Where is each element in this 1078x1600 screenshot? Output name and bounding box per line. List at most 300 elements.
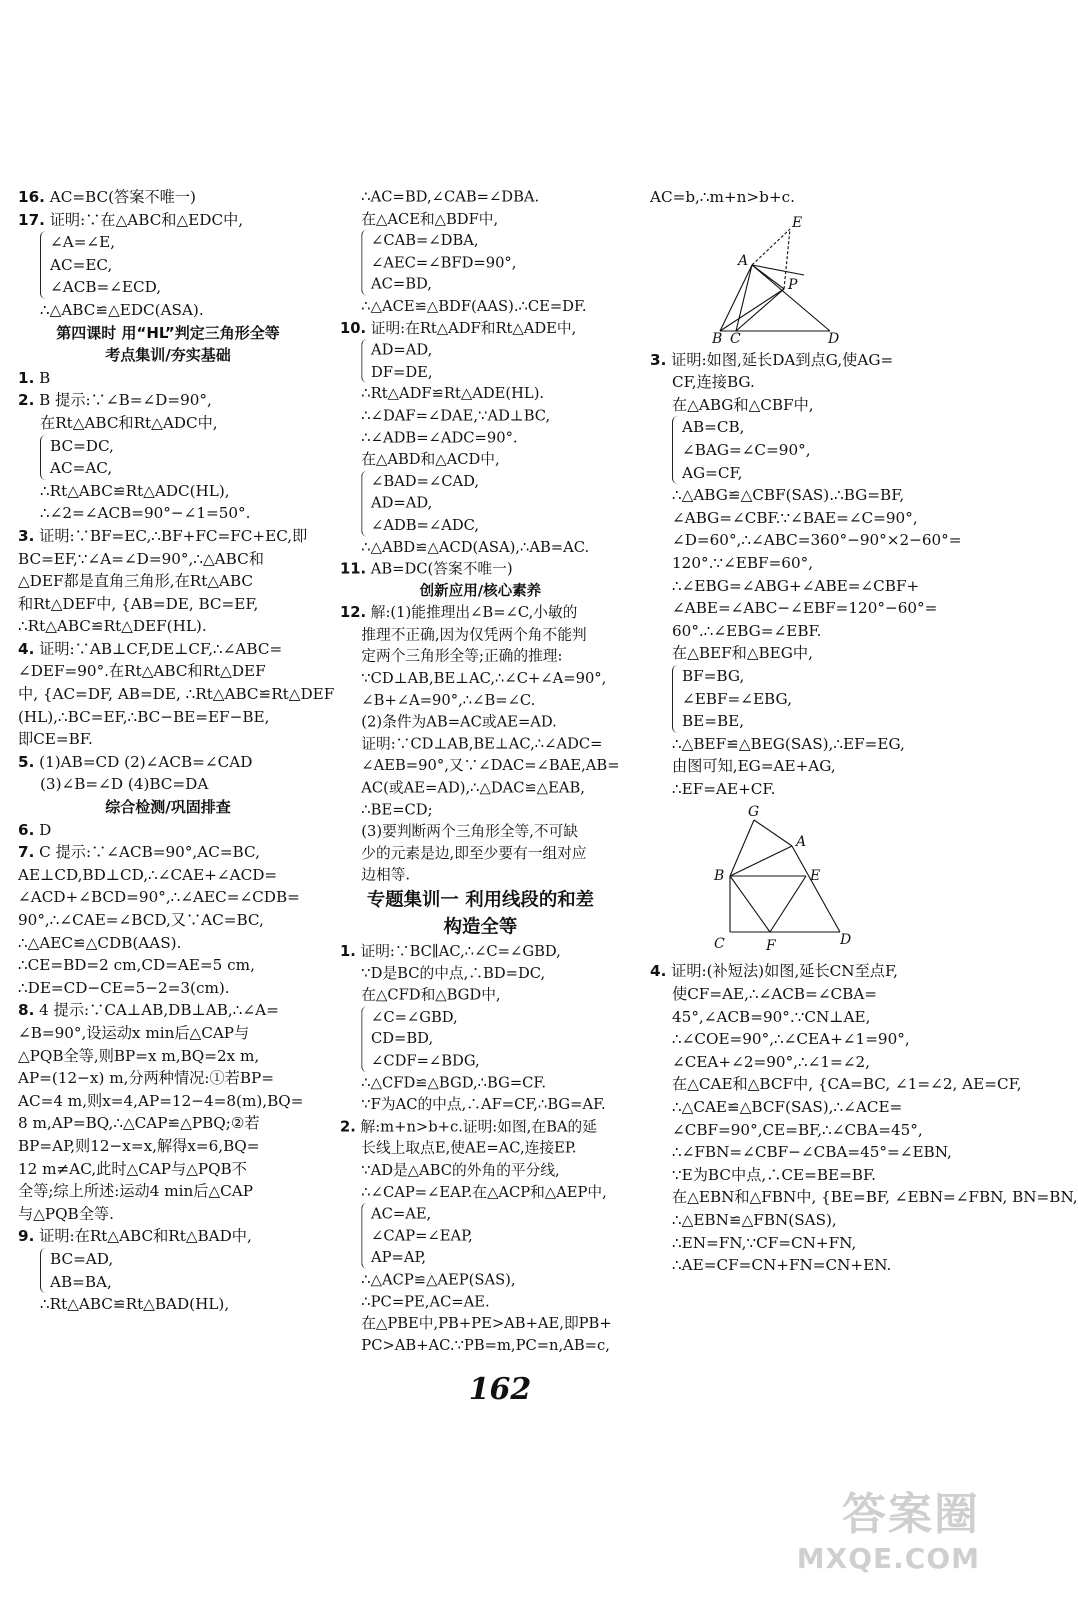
text-line	[340, 962, 621, 984]
condition-line: AC=AE,	[370, 1204, 432, 1223]
brace-symbol	[361, 1203, 368, 1269]
text-line	[340, 940, 621, 962]
line-text: D	[39, 820, 52, 839]
text-line	[18, 638, 318, 661]
line-text: ∴△EBN≌△FBN(SAS),	[672, 1211, 837, 1229]
line-text: 在△EBN和△FBN中, {BE=BF, ∠EBN=∠FBN, BN=BN,	[672, 1188, 1078, 1207]
text-line	[650, 1119, 950, 1142]
condition-line: AC=EC,	[50, 255, 113, 274]
text-line	[18, 886, 318, 909]
text-line	[650, 620, 950, 643]
point-label: E	[792, 214, 803, 231]
line-text: B	[39, 368, 51, 387]
point-label: A	[796, 834, 807, 851]
watermark-text: 答案圈	[842, 1489, 980, 1540]
line-text: ∠B=90°,设运动x min后△CAP与	[18, 1023, 250, 1042]
text-line	[650, 733, 950, 756]
brace-symbol	[672, 416, 679, 484]
text-line	[340, 689, 621, 711]
equation-system	[18, 1248, 318, 1293]
line-text: 少的元素是边,即至少要有一组对应	[361, 844, 587, 862]
text-line	[18, 1090, 318, 1113]
text-line	[650, 1164, 950, 1187]
text-line	[650, 371, 950, 394]
condition-line: DF=DE,	[370, 362, 433, 381]
line-text: ∴△ACP≌△AEP(SAS),	[361, 1270, 516, 1289]
text-line	[18, 1180, 318, 1203]
question-number: 4.	[18, 639, 35, 658]
section-heading: 专题集训一 利用线段的和差	[366, 889, 595, 911]
line-text: 90°,∴∠CAE=∠BCD,又∵AC=BC,	[18, 911, 264, 929]
text-line	[340, 449, 621, 471]
text-line	[18, 1225, 318, 1248]
line-text: ∠DEF=90°.在Rt△ABC和Rt△DEF	[18, 662, 266, 681]
text-line	[340, 864, 621, 886]
text-line	[340, 777, 621, 799]
brace-symbol	[361, 230, 368, 296]
line-text: 证明:(补短法)如图,延长CN至点F,	[671, 962, 898, 981]
equation-system	[340, 1203, 621, 1269]
text-line	[18, 209, 318, 232]
text-line	[650, 186, 950, 209]
line-text: BP=AP,则12−x=x,解得x=6,BQ=	[18, 1136, 260, 1155]
condition-line: ∠BAG=∠C=90°,	[682, 440, 811, 459]
text-line	[650, 1006, 950, 1029]
line-text: 中, {AC=DF, AB=DE, ∴Rt△ABC≌Rt△DEF	[18, 685, 335, 704]
line-text: ∴PC=PE,AC=AE.	[361, 1292, 490, 1310]
text-line	[18, 1112, 318, 1135]
line-text: ∴∠ADB=∠ADC=90°.	[361, 428, 518, 447]
text-line	[340, 1094, 621, 1116]
text-line	[18, 728, 318, 751]
text-line	[340, 1312, 621, 1334]
point-label: F	[766, 938, 776, 955]
line-text: ∴EF=AE+CF.	[672, 779, 776, 798]
line-text: (1)AB=CD (2)∠ACB=∠CAD	[39, 752, 253, 771]
line-text: 边相等.	[361, 866, 411, 884]
text-line	[18, 502, 318, 525]
text-line	[650, 1141, 950, 1164]
line-text: ∴△AEC≌△CDB(AAS).	[18, 933, 182, 952]
text-line	[340, 799, 621, 821]
text-line	[18, 186, 318, 209]
text-line	[650, 552, 950, 575]
text-line	[340, 558, 621, 580]
line-text: ∴CE=BD=2 cm,CD=AE=5 cm,	[18, 956, 255, 975]
text-line	[650, 1186, 1078, 1209]
line-text: 使CF=AE,∴∠ACB=∠CBA=	[672, 985, 878, 1004]
question-number: 11.	[340, 559, 367, 578]
text-line	[650, 642, 950, 665]
line-text: AC=BC(答案不唯一)	[49, 188, 196, 206]
line-text: ∵AD是△ABC的外角的平分线,	[361, 1161, 560, 1179]
line-text: 在△BEF和△BEG中,	[672, 644, 813, 663]
text-line	[18, 841, 318, 864]
line-text: 证明:∵BC∥AC,∴∠C=∠GBD,	[360, 942, 561, 960]
text-line	[650, 1073, 1022, 1096]
line-text: ∵F为AC的中点,∴AF=CF,∴BG=AF.	[361, 1095, 606, 1114]
text-line	[340, 733, 621, 755]
column-2	[340, 186, 621, 1356]
text-line	[18, 932, 318, 955]
line-text: 8 m,AP=BQ,∴△CAP≌△PBQ;②若	[18, 1114, 260, 1133]
condition-line: ∠ACB=∠ECD,	[50, 278, 162, 297]
text-line	[340, 1072, 621, 1094]
line-text: ∠ABE=∠ABC−∠EBF=120°−60°=	[672, 599, 938, 618]
text-line	[18, 773, 318, 796]
line-text: 定两个三角形全等;正确的推理:	[361, 647, 563, 665]
text-line	[650, 394, 950, 417]
equation-system	[18, 435, 318, 480]
line-text: AP=(12−x) m,分两种情况:①若BP=	[18, 1069, 274, 1088]
line-text: AC=b,∴m+n>b+c.	[650, 188, 795, 206]
text-line	[340, 624, 621, 646]
line-text: 全等;综上所述:运动4 min后△CAP	[18, 1182, 253, 1201]
text-line	[340, 536, 621, 558]
line-text: ∵D是BC的中点,∴BD=DC,	[361, 964, 546, 982]
line-text: 长线上取点E,使AE=AC,连接EP.	[361, 1139, 577, 1157]
condition-line: AB=CB,	[682, 418, 745, 437]
text-line	[650, 983, 950, 1006]
line-text: 由图可知,EG=AE+AG,	[672, 757, 836, 776]
line-text: 在△CAE和△BCF中, {CA=BC, ∠1=∠2, AE=CF,	[672, 1075, 1022, 1094]
question-number: 16.	[18, 188, 45, 206]
text-line	[18, 864, 318, 887]
text-line	[18, 1135, 318, 1158]
text-line	[18, 1022, 318, 1045]
line-text: 证明:在Rt△ABC和Rt△BAD中,	[39, 1227, 252, 1246]
text-line	[18, 683, 335, 706]
line-text: ∵CD⊥AB,BE⊥AC,∴∠C+∠A=90°,	[361, 669, 607, 687]
question-number: 5.	[18, 752, 35, 771]
line-text: (HL),∴BC=EF,∴BC−BE=EF−BE,	[18, 707, 270, 726]
text-line	[18, 999, 318, 1022]
condition-line: AD=AD,	[370, 341, 433, 359]
line-text: ∴∠FBN=∠CBF−∠CBA=45°=∠EBN,	[672, 1143, 952, 1162]
line-text: ∴△ACE≌△BDF(AAS).∴CE=DF.	[361, 297, 587, 315]
line-text: 在△CFD和△BGD中,	[361, 986, 501, 1004]
condition-line: BC=AD,	[50, 1249, 114, 1268]
line-text: ∴∠CAP=∠EAP.在△ACP和△AEP中,	[361, 1183, 607, 1201]
line-text: PC>AB+AC.∵PB=m,PC=n,AB=c,	[361, 1336, 610, 1354]
point-label: E	[810, 868, 821, 885]
line-text: 60°.∴∠EBG=∠EBF.	[672, 621, 822, 640]
section-heading: 综合检测/巩固排查	[105, 798, 231, 817]
condition-line: ∠BAD=∠CAD,	[370, 472, 480, 490]
line-text: 在Rt△ABC和Rt△ADC中,	[40, 413, 218, 432]
text-line	[340, 186, 621, 208]
text-line	[650, 1028, 950, 1051]
line-text: C 提示:∵∠ACB=90°,AC=BC,	[39, 843, 260, 862]
question-number: 3.	[650, 350, 667, 369]
question-number: 8.	[18, 1001, 35, 1020]
text-line	[340, 208, 621, 230]
text-line	[650, 960, 950, 983]
condition-line: CD=BD,	[370, 1029, 434, 1048]
line-text: ∴DE=CD−CE=5−2=3(cm).	[18, 978, 230, 997]
line-text: 解:m+n>b+c.证明:如图,在BA的延	[360, 1117, 597, 1135]
text-line	[650, 1209, 950, 1232]
question-number: 3.	[18, 526, 35, 545]
brace-symbol	[40, 231, 47, 299]
point-label: B	[712, 330, 723, 347]
text-line	[18, 1203, 318, 1226]
line-text: 在△ACE和△BDF中,	[361, 209, 499, 228]
section-heading: 第四课时 用“HL”判定三角形全等	[56, 323, 280, 342]
text-line	[340, 1181, 621, 1203]
text-line	[18, 819, 318, 842]
condition-line: AB=BA,	[50, 1272, 112, 1291]
text-line	[340, 427, 621, 449]
question-number: 17.	[18, 210, 45, 229]
text-line	[340, 755, 621, 777]
text-line	[340, 646, 621, 668]
line-text: ∠AEB=90°,又∵∠DAC=∠BAE,AB=	[361, 756, 620, 775]
line-text: ∴AC=BD,∠CAB=∠DBA.	[361, 187, 540, 206]
text-line	[340, 602, 621, 624]
condition-line: BF=BG,	[682, 666, 745, 685]
condition-line: ∠EBF=∠EBG,	[682, 689, 792, 708]
point-label: D	[840, 932, 852, 949]
line-text: ∵E为BC中点,∴CE=BE=BF.	[672, 1165, 876, 1184]
figure-quadrilateral-gabecfd	[710, 806, 870, 956]
line-text: ∴Rt△ABC≌Rt△ADC(HL),	[40, 481, 230, 500]
text-line	[340, 317, 621, 339]
text-line	[18, 954, 318, 977]
line-text: (2)条件为AB=AC或AE=AD.	[361, 713, 557, 731]
line-text: 与△PQB全等.	[18, 1204, 114, 1223]
text-line	[18, 660, 318, 683]
text-line	[18, 389, 318, 412]
question-number: 1.	[18, 368, 35, 387]
line-text: ∠D=60°,∴∠ABC=360°−90°×2−60°=	[672, 531, 962, 550]
condition-line: ∠AEC=∠BFD=90°,	[370, 253, 517, 272]
line-text: B 提示:∵∠B=∠D=90°,	[39, 391, 212, 410]
equation-system	[340, 230, 621, 296]
text-line	[18, 480, 318, 503]
condition-line: AC=BD,	[370, 275, 432, 293]
text-line	[18, 367, 318, 390]
text-line	[18, 751, 318, 774]
text-line	[18, 706, 318, 729]
line-text: 证明:在Rt△ADF和Rt△ADE中,	[370, 319, 577, 337]
equation-system	[340, 1006, 621, 1072]
line-text: 证明:如图,延长DA到点G,使AG=	[671, 350, 894, 369]
line-text: 在△PBE中,PB+PE>AB+AE,即PB+	[361, 1314, 612, 1332]
text-line	[650, 755, 950, 778]
line-text: 解:(1)能推理出∠B=∠C,小敏的	[370, 603, 578, 622]
question-number: 7.	[18, 843, 35, 862]
line-text: AC=4 m,则x=4,AP=12−4=8(m),BQ=	[18, 1091, 304, 1110]
question-number: 4.	[650, 962, 667, 981]
text-line	[340, 1159, 621, 1181]
question-number: 6.	[18, 820, 35, 839]
text-line	[18, 1067, 318, 1090]
line-text: AC(或AE=AD),∴△DAC≌△EAB,	[361, 778, 585, 797]
condition-line: BC=DC,	[50, 436, 114, 455]
text-line	[18, 1293, 318, 1316]
point-label: A	[738, 252, 749, 269]
text-line	[340, 1334, 621, 1356]
condition-line: ∠CAP=∠EAP,	[370, 1226, 473, 1245]
watermark-logo	[797, 1478, 980, 1575]
text-line	[650, 575, 950, 598]
text-line	[340, 842, 621, 864]
line-text: AE⊥CD,BD⊥CD,∴∠CAE+∠ACD=	[18, 865, 278, 884]
text-line	[340, 821, 621, 843]
line-text: ∴EN=FN,∵CF=CN+FN,	[672, 1233, 857, 1252]
point-label: G	[748, 804, 760, 821]
text-line	[18, 1045, 318, 1068]
text-line	[340, 984, 621, 1006]
question-number: 2.	[340, 1117, 356, 1135]
line-text: CF,连接BG.	[672, 373, 755, 392]
text-line	[18, 615, 318, 638]
line-text: ∴Rt△ABC≌Rt△DEF(HL).	[18, 617, 207, 636]
question-number: 2.	[18, 391, 35, 410]
brace-symbol	[40, 1248, 47, 1293]
line-text: ∠B+∠A=90°,∴∠B=∠C.	[361, 691, 536, 709]
line-text: 推理不正确,因为仅凭两个角不能判	[361, 625, 587, 644]
line-text: ∴△CFD≌△BGD,∴BG=CF.	[361, 1073, 547, 1092]
line-text: ∠CEA+∠2=90°,∴∠1=∠2,	[672, 1052, 870, 1071]
text-line	[340, 383, 621, 405]
text-line	[18, 1158, 318, 1181]
text-line	[340, 295, 621, 317]
text-line	[18, 570, 318, 593]
point-label: D	[828, 330, 840, 347]
point-label: C	[714, 936, 725, 953]
condition-line: ∠CDF=∠BDG,	[370, 1051, 480, 1070]
equation-system	[650, 665, 950, 733]
text-line	[650, 349, 950, 372]
line-text: 证明:∵AB⊥CF,DE⊥CF,∴∠ABC=	[39, 639, 283, 658]
line-text: 即CE=BF.	[18, 730, 93, 749]
condition-line: ∠A=∠E,	[50, 233, 116, 252]
text-line	[18, 525, 318, 548]
condition-line: BE=BE,	[682, 712, 745, 731]
line-text: △PQB全等,则BP=x m,BQ=2x m,	[18, 1046, 260, 1065]
text-line	[340, 711, 621, 733]
figure-triangle-pebcd	[710, 215, 860, 345]
line-text: ∴AE=CF=CN+FN=CN+EN.	[672, 1256, 892, 1275]
brace-symbol	[361, 470, 368, 536]
line-text: ∴△ABC≌△EDC(ASA).	[40, 300, 204, 319]
line-text: 在△ABG和△CBF中,	[672, 395, 814, 414]
brace-symbol	[361, 1006, 368, 1072]
question-number: 1.	[340, 942, 356, 960]
line-text: ∠CBF=90°,CE=BF,∴∠CBA=45°,	[672, 1120, 923, 1139]
condition-line: AP=AP,	[370, 1248, 427, 1267]
line-text: AB=DC(答案不唯一)	[370, 559, 513, 578]
line-text: 证明:∵CD⊥AB,BE⊥AC,∴∠ADC=	[361, 734, 603, 753]
text-line	[650, 778, 950, 801]
condition-line: AD=AD,	[370, 494, 433, 512]
line-text: (3)要判断两个三角形全等,不可缺	[361, 822, 579, 840]
equation-system	[340, 470, 621, 536]
line-text: 证明:∵BF=EC,∴BF+FC=FC+EC,即	[39, 526, 308, 545]
line-text: ∴Rt△ADF≌Rt△ADE(HL).	[361, 384, 545, 403]
text-line	[18, 299, 318, 322]
text-line	[650, 507, 950, 530]
line-text: ∠ABG=∠CBF.∵∠BAE=∠C=90°,	[672, 508, 918, 527]
condition-line: AC=AC,	[50, 459, 113, 478]
text-line	[340, 1116, 621, 1138]
point-label: C	[730, 330, 741, 347]
text-line	[18, 548, 318, 571]
condition-line: ∠ADB=∠ADC,	[370, 516, 480, 534]
equation-system	[18, 231, 318, 299]
line-text: ∴∠COE=90°,∴∠CEA+∠1=90°,	[672, 1030, 910, 1049]
line-text: 和Rt△DEF中, {AB=DE, BC=EF,	[18, 594, 259, 613]
question-number: 10.	[340, 319, 367, 337]
line-text: ∴∠2=∠ACB=90°−∠1=50°.	[40, 504, 251, 523]
watermark-url: MXQE.COM	[796, 1542, 980, 1575]
point-label: P	[788, 276, 798, 293]
condition-line: AG=CF,	[682, 463, 743, 482]
line-text: (3)∠B=∠D (4)BC=DA	[40, 775, 209, 794]
text-line	[340, 667, 621, 689]
text-line	[650, 597, 950, 620]
line-text: 4 提示:∵CA⊥AB,DB⊥AB,∴∠A=	[39, 1001, 279, 1020]
line-text: ∴∠DAF=∠DAE,∵AD⊥BC,	[361, 406, 551, 425]
text-line	[18, 977, 318, 1000]
line-text: ∴BE=CD;	[361, 800, 433, 819]
text-line	[650, 1096, 950, 1119]
column-3	[650, 186, 1078, 1277]
text-line	[650, 1051, 950, 1074]
text-line	[18, 412, 318, 435]
equation-system	[650, 416, 950, 484]
line-text: ∴△ABG≌△CBF(SAS).∴BG=BF,	[672, 486, 905, 505]
line-text: 12 m≠AC,此时△CAP与△PQB不	[18, 1159, 247, 1178]
text-line	[340, 1137, 621, 1159]
section-heading: 考点集训/夯实基础	[105, 346, 231, 365]
equation-system	[340, 339, 621, 383]
line-text: ∠ACD+∠BCD=90°,∴∠AEC=∠CDB=	[18, 888, 300, 907]
line-text: 45°,∠ACB=90°.∵CN⊥AE,	[672, 1007, 871, 1026]
brace-symbol	[40, 435, 47, 480]
brace-symbol	[672, 665, 679, 733]
text-line	[650, 1232, 950, 1255]
text-line	[340, 405, 621, 427]
point-label: B	[714, 868, 725, 885]
question-number: 12.	[340, 603, 367, 622]
condition-line: ∠CAB=∠DBA,	[370, 231, 479, 250]
section-heading: 创新应用/核心素养	[419, 581, 542, 600]
line-text: ∴△ABD≌△ACD(ASA),∴AB=AC.	[361, 538, 590, 556]
text-line	[650, 484, 950, 507]
question-number: 9.	[18, 1227, 35, 1246]
line-text: △DEF都是直角三角形,在Rt△ABC	[18, 572, 254, 591]
text-line	[340, 1269, 621, 1291]
line-text: ∴△CAE≌△BCF(SAS),∴∠ACE=	[672, 1098, 903, 1117]
line-text: 120°.∵∠EBF=60°,	[672, 553, 814, 572]
line-text: 证明:∵在△ABC和△EDC中,	[49, 210, 244, 229]
page-number: 162	[468, 1372, 532, 1407]
column-1	[18, 186, 335, 1316]
text-line	[18, 593, 318, 616]
line-text: BC=EF,∵∠A=∠D=90°,∴△ABC和	[18, 549, 264, 568]
text-line	[340, 1291, 621, 1313]
section-heading: 构造全等	[443, 916, 518, 938]
condition-line: ∠C=∠GBD,	[370, 1008, 458, 1026]
line-text: ∴∠EBG=∠ABG+∠ABE=∠CBF+	[672, 576, 920, 595]
text-line	[650, 1254, 950, 1277]
line-text: ∴△BEF≌△BEG(SAS),∴EF=EG,	[672, 734, 905, 753]
line-text: ∴Rt△ABC≌Rt△BAD(HL),	[40, 1295, 230, 1314]
text-line	[650, 529, 962, 552]
